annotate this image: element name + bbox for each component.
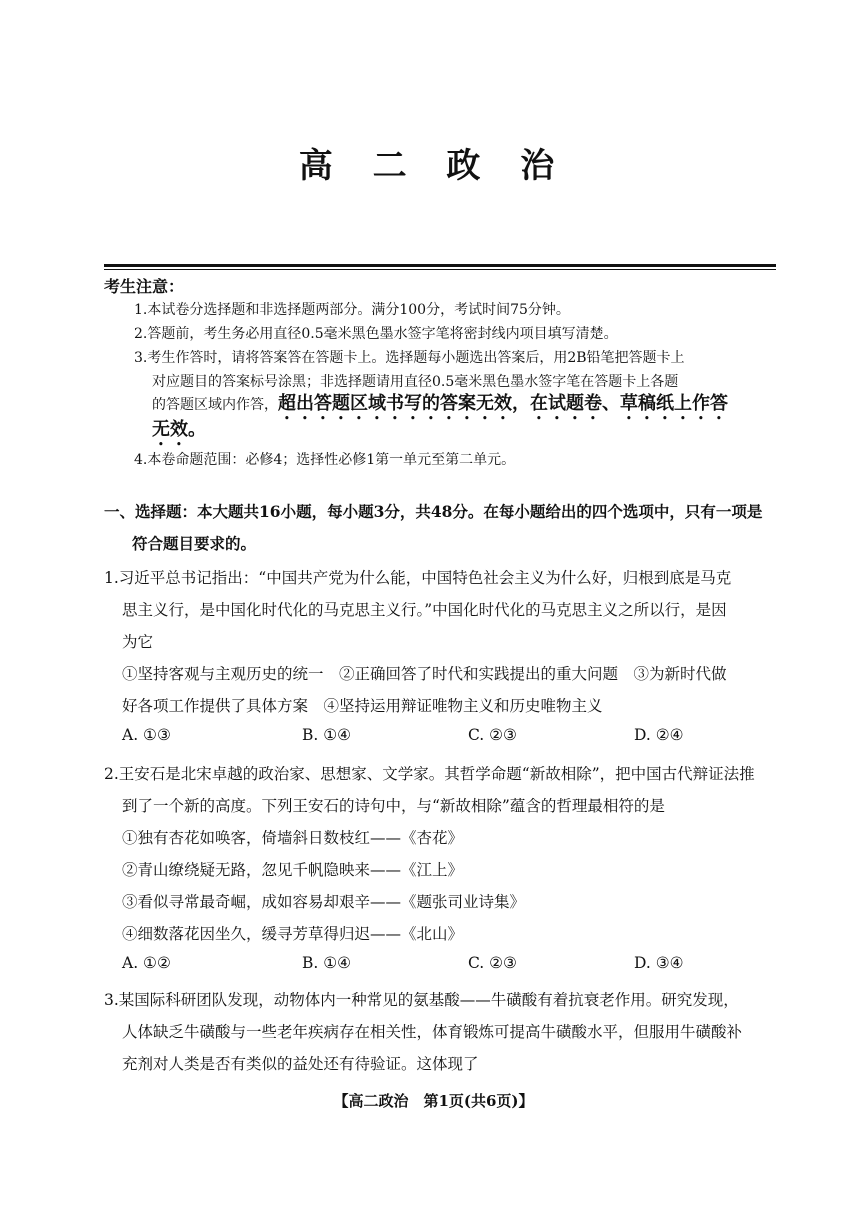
q1-line-1: 1.习近平总书记指出：“中国共产党为什么能，中国特色社会主义为什么好，归根到底是马克 [104,569,732,587]
question-2 [104,758,784,950]
notice-emphasis-text: 超出答题区域书写的答案无效，在试题卷、草稿纸上作答 [278,393,728,414]
q2-poem-4: ④细数落花因坐久，缓寻芳草得归迟——《北山》 [122,925,464,943]
q2-poem-3: ③看似寻常最奇崛，成如容易却艰辛——《题张司业诗集》 [122,893,526,911]
notice-item-3: 3.考生作答时，请将答案答在答题卡上。选择题每小题选出答案后，用2B铅笔把答题卡上 [134,350,685,366]
notice-emphasis-end: 无效 [152,419,188,440]
q2-line-2: 到了一个新的高度。下列王安石的诗句中，与“新故相除”蕴含的哲理最相符的是 [122,797,665,815]
q2-poem-1: ①独有杏花如唤客，倚墙斜日数枝红——《杏花》 [122,829,464,847]
q2-line-1: 2.王安石是北宋卓越的政治家、思想家、文学家。其哲学命题“新故相除”，把中国古代辩证法推 [104,765,755,783]
notice-period: 。 [188,419,206,440]
q2-option-b: B. ①④ [302,954,352,972]
q1-statements-1: ①坚持客观与主观历史的统一 ②正确回答了时代和实践提出的重大问题 ③为新时代做 [122,665,727,683]
q2-option-c: C. ②③ [468,954,517,972]
notice-item-4: 4.本卷命题范围：必修4；选择性必修1第一单元至第二单元。 [134,452,516,468]
page-footer: 【高二政治 第1页(共6页)】 [333,1092,534,1110]
q3-line-2: 人体缺乏牛磺酸与一些老年疾病存在相关性，体育锻炼可提高牛磺酸水平，但服用牛磺酸补 [122,1023,743,1041]
question-1 [104,562,784,722]
q1-option-b: B. ①④ [302,726,352,744]
q1-line-3: 为它 [122,633,154,651]
section-line-2: 符合题目要求的。 [132,534,257,553]
notice-item-2: 2.答题前，考生务必用直径0.5毫米黑色墨水签字笔将密封线内项目填写清楚。 [134,326,618,342]
notice-item-1: 1.本试卷分选择题和非选择题两部分。满分100分，考试时间75分钟。 [134,302,570,318]
q1-option-a: A. ①③ [122,726,171,744]
q1-statements-2: 好各项工作提供了具体方案 ④坚持运用辩证唯物主义和历史唯物主义 [122,697,603,715]
question-3 [104,984,784,1080]
notice-heading: 考生注意： [104,277,185,296]
q2-poem-2: ②青山缭绕疑无路，忽见千帆隐映来——《江上》 [122,861,464,879]
notice-item-3-cont-1: 对应题目的答案标号涂黑；非选择题请用直径0.5毫米黑色墨水签字笔在答题卡上各题 [152,374,679,390]
q1-line-2: 思主义行，是中国化时代化的马克思主义行。”中国化时代化的马克思主义之所以行，是因 [122,601,727,619]
section-line-1: 一、选择题：本大题共16小题，每小题3分，共48分。在每小题给出的四个选项中，只有一项是 [104,502,763,521]
q3-line-3: 充剂对人类是否有类似的益处还有待验证。这体现了 [122,1055,479,1073]
divider-rule-thin [104,269,776,270]
q2-option-a: A. ①② [122,954,171,972]
divider-rule-thick [104,264,776,267]
q1-option-d: D. ②④ [634,726,684,744]
notice-item-3-text: 的答题区域内作答， [152,397,278,413]
q1-option-c: C. ②③ [468,726,517,744]
q2-option-d: D. ③④ [634,954,684,972]
q3-line-1: 3.某国际科研团队发现，动物体内一种常见的氨基酸——牛磺酸有着抗衰老作用。研究发现， [104,991,739,1009]
page-title: 高 二 政 治 [298,146,569,186]
notice-item-3-cont-3 [152,418,800,450]
section-heading [104,496,780,560]
